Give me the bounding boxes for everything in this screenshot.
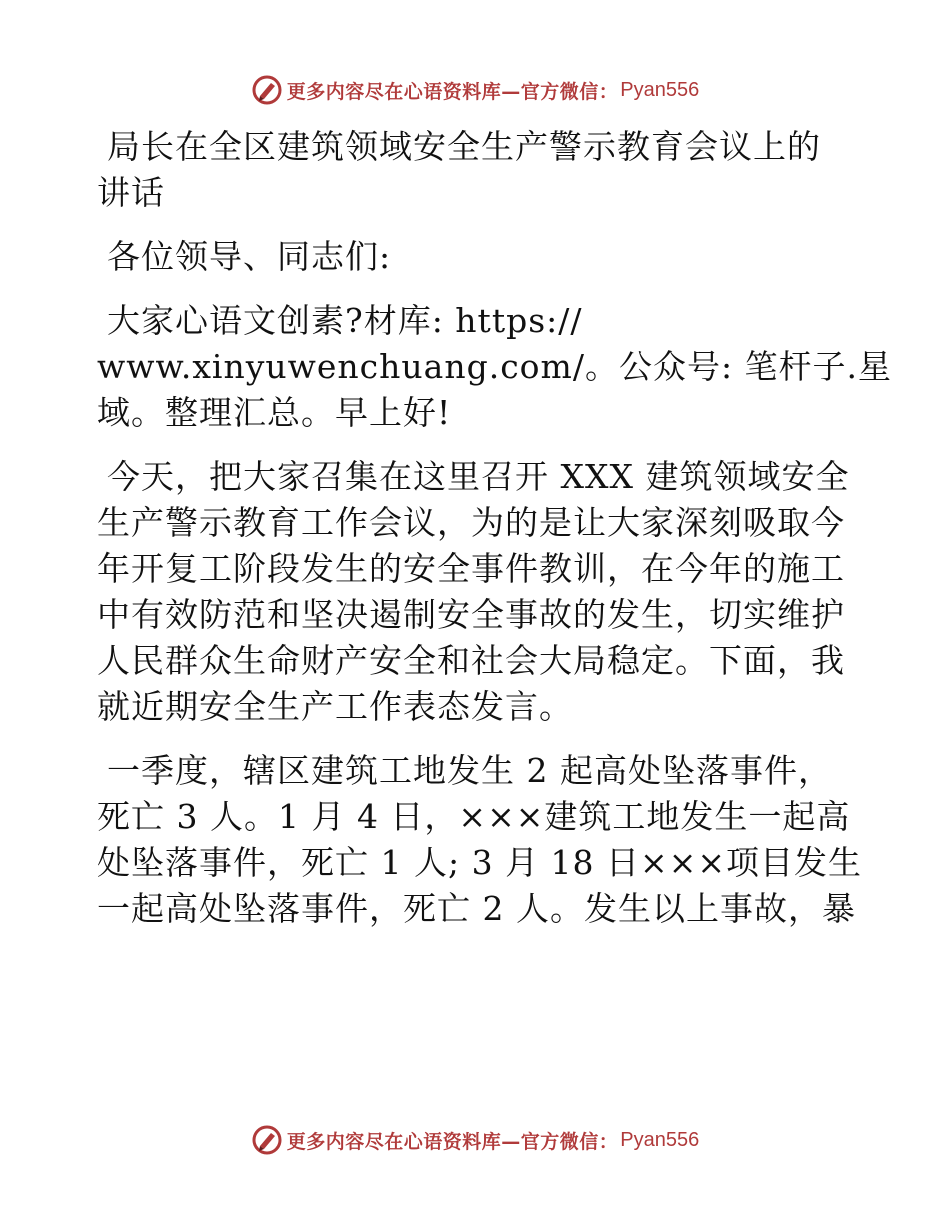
para2-line-4: 一起高处坠落事件，死亡 2 人。发生以上事故，暴 — [97, 889, 856, 928]
para1-line-3: 年开复工阶段发生的安全事件教训，在今年的施工 — [97, 549, 845, 588]
watermark-banner-top — [0, 70, 950, 110]
paragraph-2 — [97, 748, 862, 932]
para1-line-5: 人民群众生命财产安全和社会大局稳定。下面，我 — [97, 641, 845, 680]
para1-line-6: 就近期安全生产工作表态发言。 — [97, 687, 573, 726]
title-line-1: 局长在全区建筑领域安全生产警示教育会议上的 — [107, 127, 821, 166]
watermark-text: 更多内容尽在心语资料库—官方微信： — [286, 1130, 619, 1153]
greeting-line-1: 大家心语文创素?材库: https:// — [107, 301, 583, 340]
greeting-paragraph — [97, 298, 893, 436]
para1-line-4: 中有效防范和坚决遏制安全事故的发生，切实维护 — [97, 595, 845, 634]
watermark-brand: Pyan556 — [620, 1128, 700, 1151]
document-body — [97, 124, 893, 950]
paragraph-1 — [97, 454, 857, 730]
title-line-2: 讲话 — [97, 173, 165, 212]
para2-line-3: 处坠落事件，死亡 1 人; 3 月 18 日×××项目发生 — [97, 843, 862, 882]
salutation — [97, 234, 857, 280]
pen-circle-icon — [251, 74, 283, 106]
greeting-line-3: 域。整理汇总。早上好! — [97, 393, 452, 432]
salutation-line: 各位领导、同志们: — [107, 237, 392, 276]
greeting-line-2: www.xinyuwenchuang.com/。公众号: 笔杆子.星 — [97, 347, 893, 386]
pen-circle-icon — [251, 1124, 283, 1156]
para1-line-1: 今天，把大家召集在这里召开 XXX 建筑领域安全 — [107, 457, 850, 496]
watermark-brand: Pyan556 — [620, 78, 700, 101]
para2-line-1: 一季度，辖区建筑工地发生 2 起高处坠落事件， — [107, 751, 832, 790]
para2-line-2: 死亡 3 人。1 月 4 日，×××建筑工地发生一起高 — [97, 797, 851, 836]
watermark-text: 更多内容尽在心语资料库—官方微信： — [286, 80, 619, 103]
watermark-banner-bottom — [0, 1120, 950, 1160]
document-title — [97, 124, 857, 216]
para1-line-2: 生产警示教育工作会议，为的是让大家深刻吸取今 — [97, 503, 845, 542]
